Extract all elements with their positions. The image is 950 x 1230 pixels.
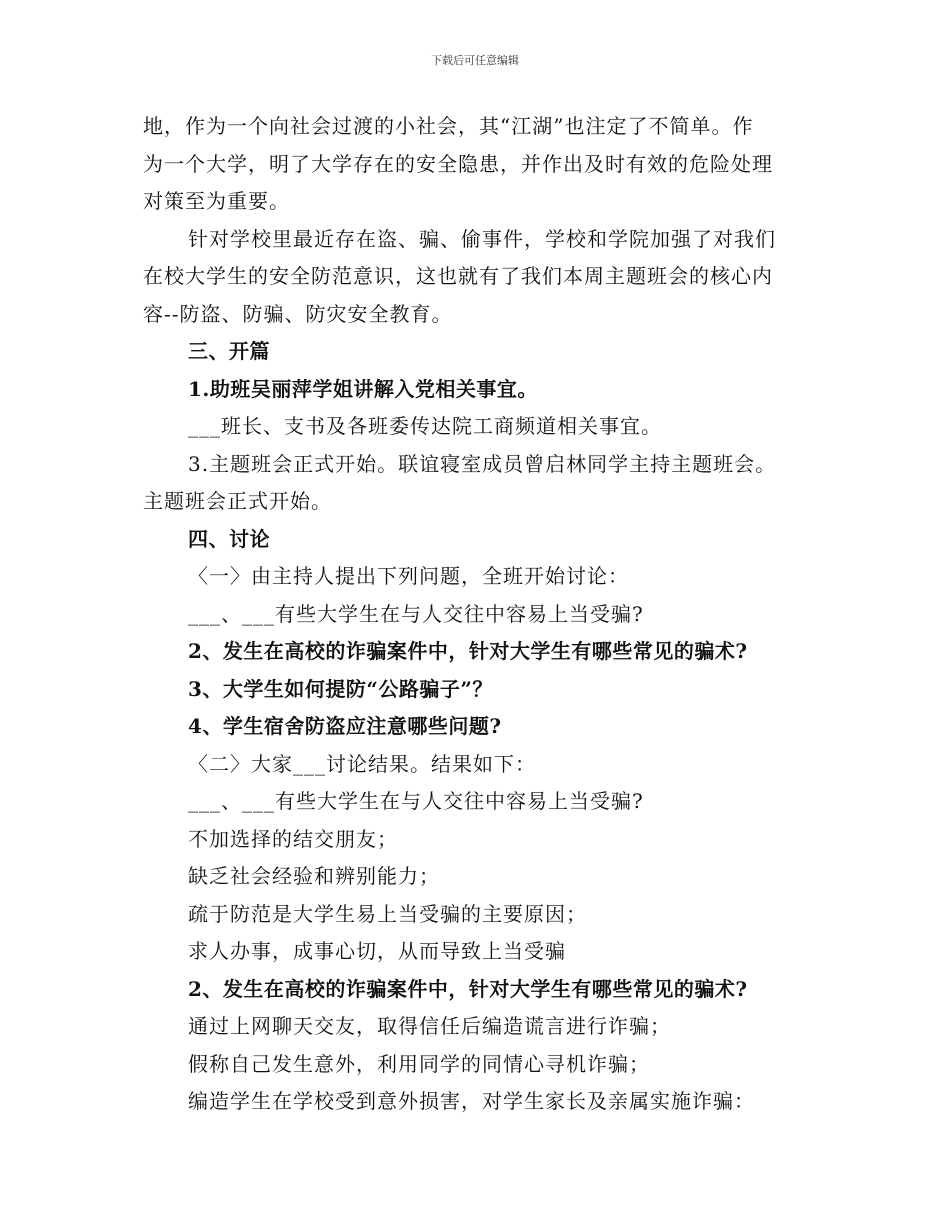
question-line: 2、发生在高校的诈骗案件中，针对大学生有哪些常见的骗术? (188, 976, 748, 1001)
text-line: 3.主题班会正式开始。联谊寝室成员曾启林同学主持主题班会。 (188, 451, 777, 476)
document-body (143, 108, 815, 1121)
text-line: 针对学校里最近存在盗、骗、偷事件，学校和学院加强了对我们 (188, 226, 776, 251)
text-line: 〈二〉大家___讨论结果。结果如下： (188, 751, 536, 776)
text-line: 地，作为一个向社会过渡的小社会，其“江湖”也注定了不简单。作 (143, 114, 754, 138)
answer-line: 通过上网聊天交友，取得信任后编造谎言进行诈骗； (188, 1014, 671, 1038)
answer-line: 求人办事，成事心切，从而导致上当受骗 (188, 939, 566, 963)
text-line: 〈一〉由主持人提出下列问题，全班开始讨论： (188, 564, 629, 588)
section-heading: 四、讨论 (188, 526, 270, 551)
answer-line: 不加选择的结交朋友； (188, 826, 398, 851)
question-line: 4、学生宿舍防盗应注意哪些问题? (188, 714, 502, 738)
text-line: ___班长、支书及各班委传达院工商频道相关事宜。 (188, 414, 662, 438)
text-line: 为一个大学，明了大学存在的安全隐患，并作出及时有效的危险处理 (143, 151, 773, 176)
question-line: 2、发生在高校的诈骗案件中，针对大学生有哪些常见的骗术? (188, 639, 748, 663)
text-line: 主题班会正式开始。 (143, 489, 332, 513)
question-line: ___、___有些大学生在与人交往中容易上当受骗? (188, 789, 644, 813)
section-heading: 三、开篇 (188, 339, 270, 363)
text-line: 在校大学生的安全防范意识，这也就有了我们本周主题班会的核心内 (143, 264, 773, 288)
text-line: 1.助班吴丽萍学姐讲解入党相关事宜。 (188, 376, 538, 401)
answer-line: 编造学生在学校受到意外损害，对学生家长及亲属实施诈骗： (188, 1089, 755, 1113)
question-line: 3、大学生如何提防“公路骗子”？ (188, 676, 493, 701)
text-line: 对策至为重要。 (143, 189, 290, 213)
question-line: ___、___有些大学生在与人交往中容易上当受骗? (188, 601, 644, 626)
text-line: 容--防盗、防骗、防灾安全教育。 (143, 301, 453, 326)
answer-line: 缺乏社会经验和辨别能力； (188, 864, 440, 888)
answer-line: 疏于防范是大学生易上当受骗的主要原因； (188, 901, 587, 926)
page-header: 下载后可任意编辑 (431, 54, 519, 67)
answer-line: 假称自己发生意外，利用同学的同情心寻机诈骗； (188, 1051, 650, 1076)
